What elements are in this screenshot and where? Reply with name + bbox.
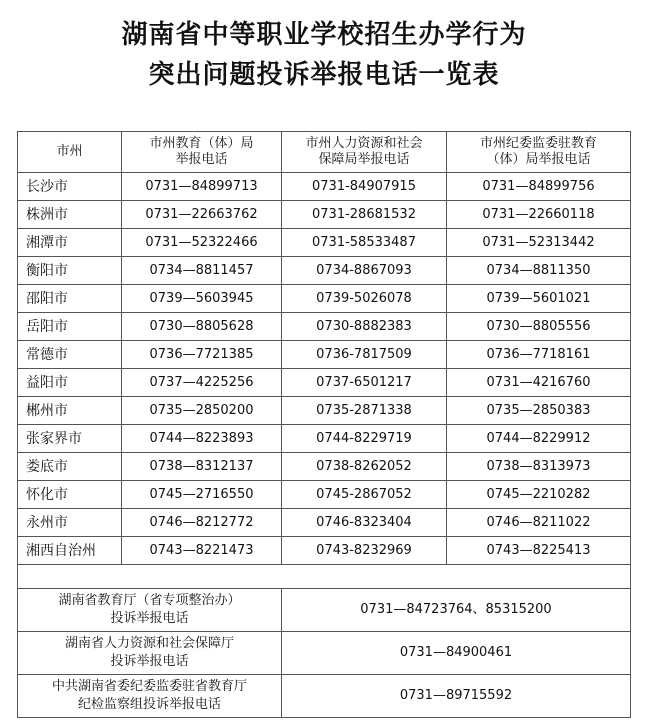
hr-phone-cell: 0745-2867052 [282,481,447,509]
hr-phone-cell: 0731-28681532 [282,201,447,229]
header-hr-line-1: 市州人力资源和社会 [305,136,423,151]
table-row [18,369,631,397]
edu-phone-cell: 0731—84899713 [122,173,282,201]
edu-phone-cell: 0738—8312137 [122,453,282,481]
edu-phone-cell: 0737—4225256 [122,369,282,397]
provincial-label [18,675,282,718]
table-row [18,229,631,257]
edu-phone-cell: 0735—2850200 [122,397,282,425]
table-row [18,453,631,481]
hr-phone-cell: 0736-7817509 [282,341,447,369]
edu-phone-cell: 0744—8223893 [122,425,282,453]
provincial-row [18,589,631,632]
edu-phone-cell: 0743—8221473 [122,537,282,565]
table-row [18,285,631,313]
hr-phone-cell: 0735-2871338 [282,397,447,425]
table-row [18,257,631,285]
hr-phone-cell: 0737-6501217 [282,369,447,397]
provincial-phone: 0731—89715592 [282,675,631,718]
discipline-phone-cell: 0738—8313973 [447,453,631,481]
edu-phone-cell: 0736—7721385 [122,341,282,369]
city-cell: 常德市 [18,341,122,369]
header-discipline [447,132,631,173]
city-cell: 长沙市 [18,173,122,201]
edu-phone-cell: 0734—8811457 [122,257,282,285]
city-cell: 株洲市 [18,201,122,229]
table-row [18,341,631,369]
hr-phone-cell: 0739-5026078 [282,285,447,313]
edu-phone-cell: 0730—8805628 [122,313,282,341]
table-row [18,313,631,341]
table-row [18,397,631,425]
hr-phone-cell: 0743-8232969 [282,537,447,565]
city-cell: 郴州市 [18,397,122,425]
provincial-phone: 0731—84900461 [282,632,631,675]
header-discipline-line-2: （体）局举报电话 [486,152,591,167]
edu-phone-cell: 0739—5603945 [122,285,282,313]
hr-phone-cell: 0731-58533487 [282,229,447,257]
discipline-phone-cell: 0731—52313442 [447,229,631,257]
provincial-label [18,589,282,632]
provincial-label-line-1: 中共湖南省委纪委监委驻省教育厅 [51,679,247,694]
table-header-row [18,132,631,173]
discipline-phone-cell: 0735—2850383 [447,397,631,425]
edu-phone-cell: 0731—22663762 [122,201,282,229]
city-cell: 永州市 [18,509,122,537]
spacer-row [18,565,631,589]
table-row [18,201,631,229]
table-row [18,173,631,201]
city-cell: 张家界市 [18,425,122,453]
hr-phone-cell: 0738-8262052 [282,453,447,481]
header-edu-line-2: 举报电话 [175,152,228,167]
city-cell: 湘潭市 [18,229,122,257]
city-cell: 娄底市 [18,453,122,481]
hr-phone-cell: 0731-84907915 [282,173,447,201]
hr-phone-cell: 0746-8323404 [282,509,447,537]
discipline-phone-cell: 0746—8211022 [447,509,631,537]
header-discipline-line-1: 市州纪委监委驻教育 [479,136,597,151]
provincial-row [18,632,631,675]
header-hr [282,132,447,173]
provincial-label [18,632,282,675]
city-cell: 湘西自治州 [18,537,122,565]
discipline-phone-cell: 0734—8811350 [447,257,631,285]
hr-phone-cell: 0744-8229719 [282,425,447,453]
document-title [0,0,648,95]
discipline-phone-cell: 0739—5601021 [447,285,631,313]
discipline-phone-cell: 0731—4216760 [447,369,631,397]
header-hr-line-2: 保障局举报电话 [318,152,410,167]
header-edu [122,132,282,173]
provincial-label-line-2: 纪检监察组投诉举报电话 [77,697,221,712]
discipline-phone-cell: 0731—22660118 [447,201,631,229]
provincial-label-line-1: 湖南省教育厅（省专项整治办） [58,593,241,608]
city-cell: 衡阳市 [18,257,122,285]
discipline-phone-cell: 0743—8225413 [447,537,631,565]
provincial-label-line-1: 湖南省人力资源和社会保障厅 [64,636,234,651]
table-row [18,537,631,565]
title-line-2: 突出问题投诉举报电话一览表 [148,60,500,90]
discipline-phone-cell: 0745—2210282 [447,481,631,509]
hotline-table [17,131,631,718]
header-edu-line-1: 市州教育（体）局 [149,136,254,151]
edu-phone-cell: 0746—8212772 [122,509,282,537]
edu-phone-cell: 0745—2716550 [122,481,282,509]
table-row [18,425,631,453]
header-city: 市州 [18,132,122,173]
provincial-label-line-2: 投诉举报电话 [110,611,189,626]
discipline-phone-cell: 0731—84899756 [447,173,631,201]
city-cell: 益阳市 [18,369,122,397]
city-cell: 岳阳市 [18,313,122,341]
table-row [18,509,631,537]
discipline-phone-cell: 0730—8805556 [447,313,631,341]
city-cell: 怀化市 [18,481,122,509]
provincial-phone: 0731—84723764、85315200 [282,589,631,632]
hr-phone-cell: 0730-8882383 [282,313,447,341]
provincial-row [18,675,631,718]
provincial-label-line-2: 投诉举报电话 [110,654,189,669]
table-row [18,481,631,509]
discipline-phone-cell: 0736—7718161 [447,341,631,369]
spacer-cell [18,565,631,589]
edu-phone-cell: 0731—52322466 [122,229,282,257]
title-line-1: 湖南省中等职业学校招生办学行为 [121,20,527,50]
city-cell: 邵阳市 [18,285,122,313]
discipline-phone-cell: 0744—8229912 [447,425,631,453]
hr-phone-cell: 0734-8867093 [282,257,447,285]
